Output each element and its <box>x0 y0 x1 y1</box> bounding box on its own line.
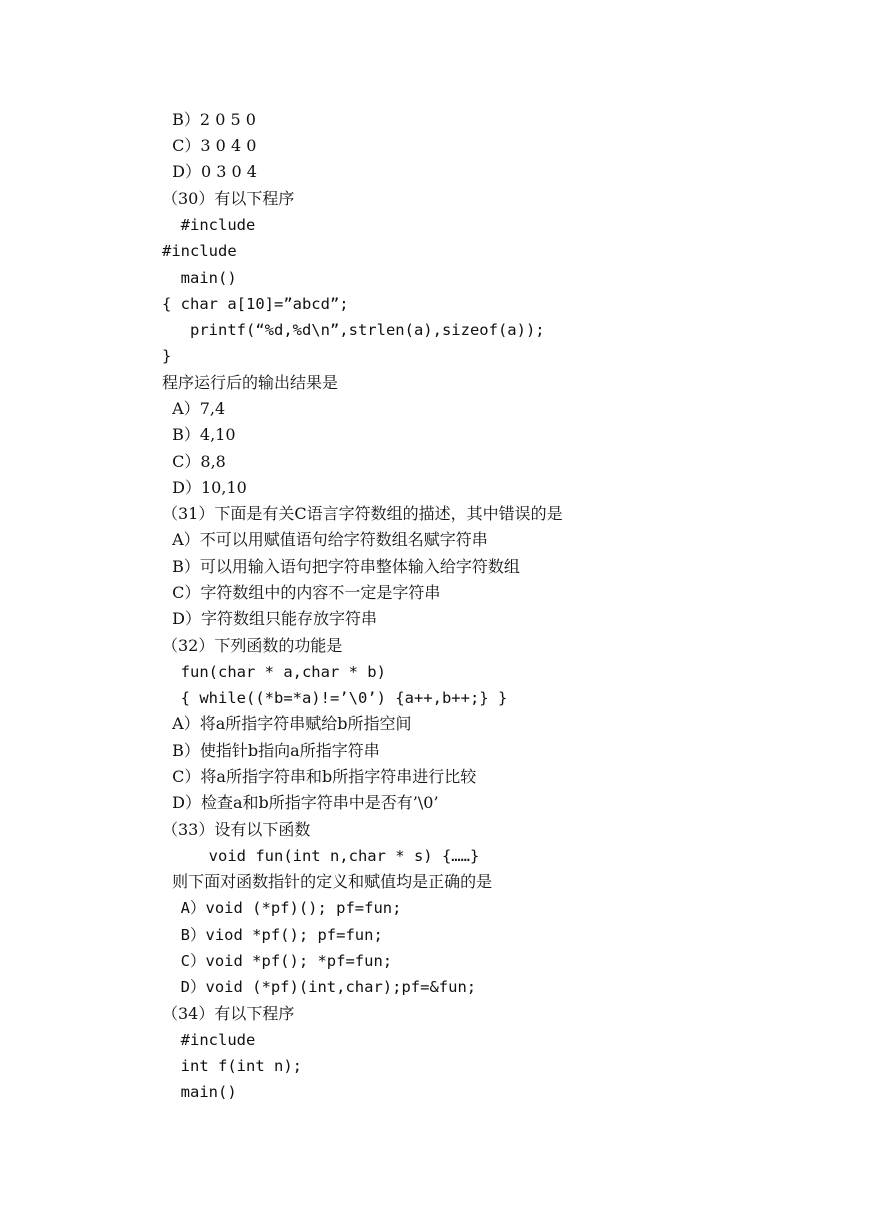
option-line: C）将a所指字符串和b所指字符串进行比较 <box>162 767 477 786</box>
code-line: #include <box>162 242 237 260</box>
code-line: fun(char * a,char * b) <box>162 663 386 681</box>
question-heading: （30）有以下程序 <box>162 189 295 208</box>
code-line: int f(int n); <box>162 1057 302 1075</box>
code-line: main() <box>162 1083 237 1101</box>
option-line: B）4,10 <box>162 425 236 444</box>
text-line: 程序运行后的输出结果是 <box>162 373 339 392</box>
option-line: C）8,8 <box>162 452 226 471</box>
code-line: { while((*b=*a)!=’\0’) {a++,b++;} } <box>162 689 508 707</box>
code-line: #include <box>162 1031 256 1049</box>
option-line: B）可以用输入语句把字符串整体输入给字符数组 <box>162 557 520 576</box>
code-line: { char a[10]=”abcd”; <box>162 295 349 313</box>
option-line: D）10,10 <box>162 478 247 497</box>
option-line: D）检查a和b所指字符串中是否有’\0’ <box>162 793 439 812</box>
option-line: D）字符数组只能存放字符串 <box>162 609 378 628</box>
text-line: C）3 0 4 0 <box>162 136 257 155</box>
option-line: A）void (*pf)(); pf=fun; <box>162 899 402 917</box>
option-line: A）不可以用赋值语句给字符数组名赋字符串 <box>162 530 488 549</box>
code-line: main() <box>162 269 237 287</box>
option-line: C）字符数组中的内容不一定是字符串 <box>162 583 441 602</box>
question-heading: （32）下列函数的功能是 <box>162 636 343 655</box>
option-line: C）void *pf(); *pf=fun; <box>162 952 393 970</box>
code-line: } <box>162 347 172 365</box>
question-heading: （31）下面是有关C语言字符数组的描述，其中错误的是 <box>162 504 563 523</box>
option-line: A）将a所指字符串赋给b所指空间 <box>162 714 412 733</box>
code-line: printf(“%d,%d\n”,strlen(a),sizeof(a)); <box>162 321 545 339</box>
question-heading: （33）设有以下函数 <box>162 820 311 839</box>
option-line: B）viod *pf(); pf=fun; <box>162 926 383 944</box>
code-line: void fun(int n,char * s) {……} <box>162 847 480 865</box>
question-heading: （34）有以下程序 <box>162 1004 295 1023</box>
option-line: A）7,4 <box>162 399 226 418</box>
text-line: 则下面对函数指针的定义和赋值均是正确的是 <box>162 872 493 891</box>
text-line: D）0 3 0 4 <box>162 162 257 181</box>
option-line: D）void (*pf)(int,char);pf=&fun; <box>162 978 477 996</box>
text-line: B）2 0 5 0 <box>162 110 256 129</box>
code-line: #include <box>162 216 256 234</box>
option-line: B）使指针b指向a所指字符串 <box>162 741 380 760</box>
